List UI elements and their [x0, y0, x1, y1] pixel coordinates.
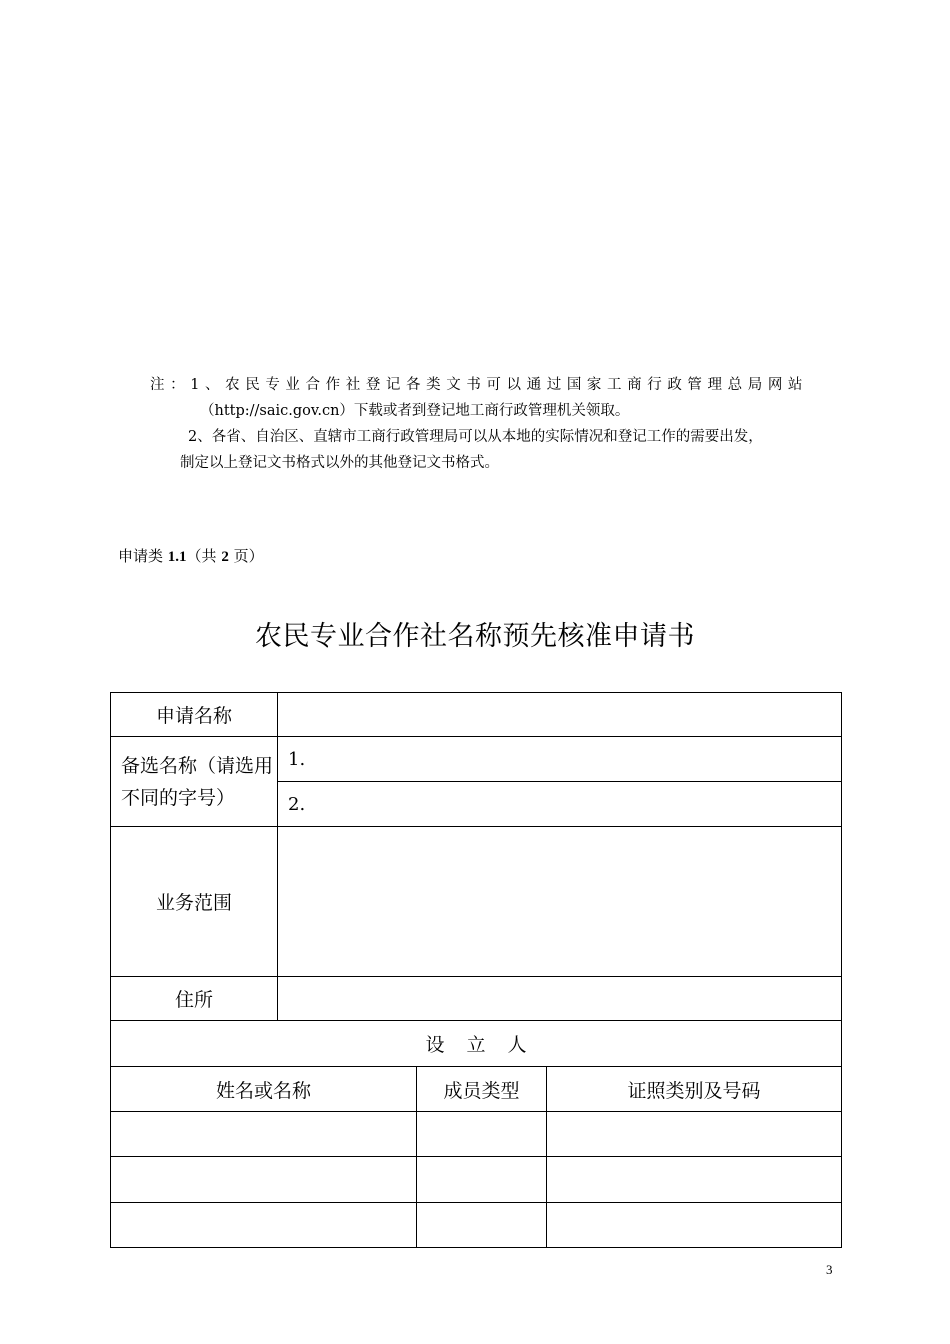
founder-name-field[interactable]	[111, 1112, 417, 1157]
founder-id-field[interactable]	[547, 1203, 842, 1248]
note-line-1: 注：1、农民专业合作社登记各类文书可以通过国家工商行政管理总局网站	[150, 377, 809, 393]
founder-id-field[interactable]	[547, 1112, 842, 1157]
address-field[interactable]	[278, 977, 842, 1021]
founder-member-type-field[interactable]	[417, 1203, 547, 1248]
table-row	[111, 1112, 842, 1157]
table-row	[111, 1203, 842, 1248]
alternative-name-field-2[interactable]: 2.	[278, 782, 842, 827]
founders-header-member-type: 成员类型	[417, 1067, 547, 1112]
founders-section-header: 设立人	[111, 1021, 842, 1067]
note-line-2: （http://saic.gov.cn）下载或者到登记地工商行政管理机关领取。	[200, 403, 630, 419]
note-line-4: 制定以上登记文书格式以外的其他登记文书格式。	[180, 455, 499, 471]
address-label: 住所	[111, 977, 278, 1021]
founder-id-field[interactable]	[547, 1157, 842, 1203]
table-row	[111, 1157, 842, 1203]
founder-name-field[interactable]	[111, 1157, 417, 1203]
form-identifier	[118, 545, 264, 566]
applicant-name-field[interactable]	[278, 693, 842, 737]
founder-member-type-field[interactable]	[417, 1112, 547, 1157]
founders-header-name: 姓名或名称	[111, 1067, 417, 1112]
notes-block	[150, 372, 840, 476]
business-scope-label: 业务范围	[111, 827, 278, 977]
alternative-names-label: 备选名称（请选用不同的字号）	[111, 737, 278, 827]
applicant-name-label: 申请名称	[111, 693, 278, 737]
form-id-pages-open: （共	[186, 547, 222, 565]
founder-member-type-field[interactable]	[417, 1157, 547, 1203]
note-line-3: 2、各省、自治区、直辖市工商行政管理局可以从本地的实际情况和登记工作的需要出发，	[188, 429, 763, 445]
form-id-pages-close: 页）	[228, 547, 264, 565]
business-scope-field[interactable]	[278, 827, 842, 977]
application-form-table	[110, 692, 842, 1248]
form-id-pages-count: 2	[221, 549, 229, 565]
founder-name-field[interactable]	[111, 1203, 417, 1248]
alternative-name-field-1[interactable]: 1.	[278, 737, 842, 782]
page-number: 3	[826, 1262, 833, 1277]
form-id-prefix: 申请类	[118, 547, 168, 565]
form-id-code: 1.1	[167, 549, 187, 565]
founders-header-id-type-number: 证照类别及号码	[547, 1067, 842, 1112]
document-title: 农民专业合作社名称预先核准申请书	[255, 621, 695, 652]
